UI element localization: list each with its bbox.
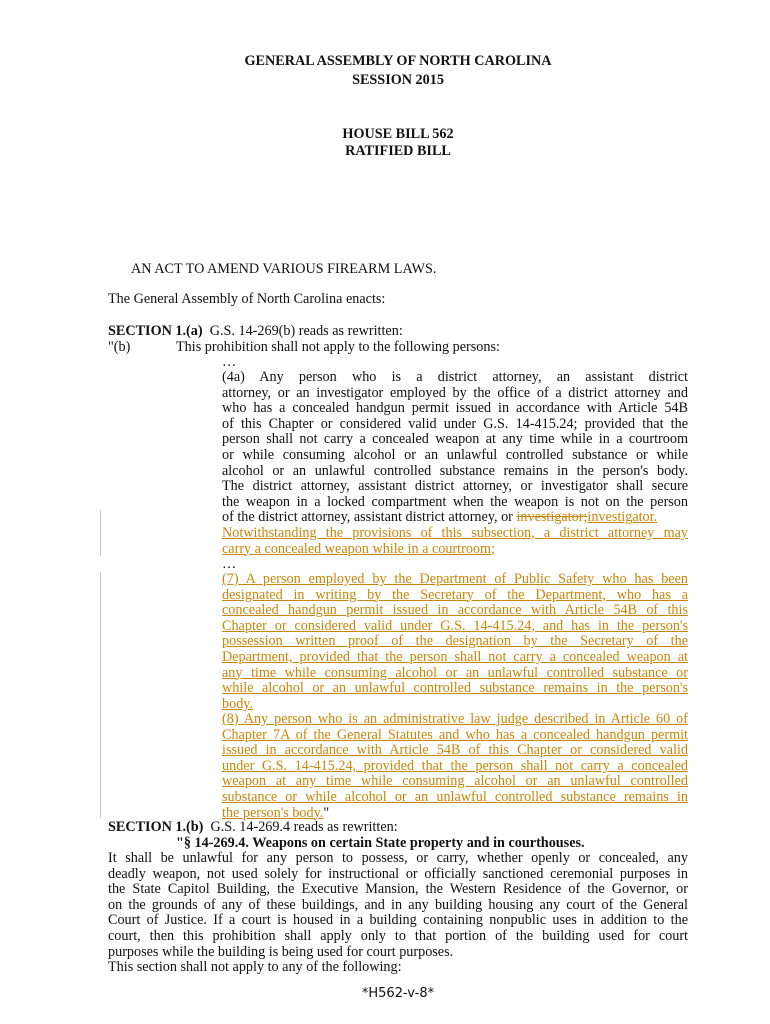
section-1b-text: G.S. 14-269.4 reads as rewritten: (210, 819, 398, 835)
statute-heading: "§ 14-269.4. Weapons on certain State property and in courthouses. (176, 835, 585, 851)
item-4a-line: the weapon in a locked compartment when the weapon is not on the person (222, 494, 688, 510)
bill-number: HOUSE BILL 562 (342, 126, 454, 142)
item-7 (222, 572, 688, 712)
item-4a-inserted-line: carry a concealed weapon while in a courtroom; (222, 541, 495, 557)
statute-line: the State Capitol Building, the Executive Mansion, the Western Residence of the Governor, or (108, 882, 688, 898)
item-4a (222, 370, 688, 557)
statute-line: deadly weapon, not used solely for instructional or officially sanctioned ceremonial purposes in (108, 866, 688, 882)
section-1b-label: SECTION 1.(b) (108, 819, 204, 835)
statute-line: on the grounds of any of these buildings, and in any building housing any court of the General (108, 897, 688, 913)
enacting-clause: The General Assembly of North Carolina enacts: (108, 291, 386, 307)
act-title: AN ACT TO AMEND VARIOUS FIREARM LAWS. (131, 261, 437, 277)
ellipsis-1: … (222, 354, 237, 370)
item-8-line: substance or while alcohol or an unlawful controlled substance remains in (222, 789, 688, 805)
item-4a-line: (4a) Any person who is a district attorney, an assistant district (222, 370, 688, 385)
statute-last-line: This section shall not apply to any of the following: (108, 960, 402, 976)
item-7-line: (7) A person employed by the Department of Public Safety who has been (222, 572, 688, 587)
item-8-line: (8) Any person who is an administrative law judge described in Article 60 of (222, 712, 688, 727)
item-4a-line: of this Chapter or considered valid under G.S. 14-415.24; provided that the (222, 416, 688, 432)
item-4a-plain-text: of the district attorney, assistant district attorney, or (222, 510, 517, 526)
inserted-text: investigator. (587, 510, 658, 526)
item-8-line: under G.S. 14-415.24, provided that the person shall not carry a concealed (222, 758, 688, 774)
item-8-line: weapon at any time while consuming alcohol or an unlawful controlled (222, 774, 688, 790)
item-4a-line: alcohol or an unlawful controlled substance remains in the person's body. (222, 463, 688, 479)
item-4a-amended-line (222, 510, 688, 526)
session-heading: SESSION 2015 (352, 72, 444, 88)
item-7-line: body. (222, 696, 253, 712)
assembly-heading: GENERAL ASSEMBLY OF NORTH CAROLINA (244, 53, 552, 69)
deleted-text: investigator; (516, 510, 588, 526)
statute-line: Court of Justice. If a court is housed in a building containing nonpublic uses in addition to the (108, 913, 688, 929)
section-1b-line (108, 820, 398, 836)
item-7-line: Department, provided that the person shall not carry a concealed weapon at (222, 649, 688, 665)
item-4a-inserted-line: Notwithstanding the provisions of this subsection, a district attorney may (222, 525, 688, 541)
item-7-line: concealed handgun permit issued in accordance with Article 54B of this (222, 603, 688, 619)
ellipsis-2: … (222, 556, 237, 572)
document-footer-code: *H562-v-8* (361, 986, 435, 1001)
item-4a-line: or while consuming alcohol or an unlawful controlled substance or while (222, 447, 688, 463)
statute-line: It shall be unlawful for any person to possess, or carry, whether openly or concealed, any (108, 851, 688, 866)
item-4a-line: person shall not carry a concealed weapon at any time while in a courtroom (222, 432, 688, 448)
item-4a-line: attorney, or an investigator employed by the office of a district attorney and (222, 385, 688, 401)
section-1a-line (108, 324, 403, 340)
section-1a-label: SECTION 1.(a) (108, 323, 203, 339)
change-bar (100, 510, 101, 556)
item-7-line: while alcohol or an unlawful controlled substance remains in the person's (222, 681, 688, 697)
subsection-b-label: "(b) (108, 339, 131, 355)
item-7-line: Chapter or considered valid under G.S. 14-415.24, and has in the person's (222, 618, 688, 634)
item-4a-line: The district attorney, assistant district attorney, or investigator shall secure (222, 479, 688, 495)
closing-quote: " (323, 805, 330, 821)
inserted-text: the person's body. (222, 805, 324, 821)
item-7-line: designated in writing by the Secretary of the Department, who has a (222, 587, 688, 603)
change-bar (100, 572, 101, 818)
item-8-line: issued in accordance with Article 54B of this Chapter or considered valid (222, 743, 688, 759)
item-7-line: possession written proof of the designation by the Secretary of the (222, 634, 688, 650)
statute-line: purposes while the building is being used for court purposes. (108, 944, 454, 960)
item-7-line: any time while consuming alcohol or an unlawful controlled substance or (222, 665, 688, 681)
bill-status: RATIFIED BILL (345, 143, 451, 159)
item-8 (222, 712, 688, 821)
item-8-line: Chapter 7A of the General Statutes and who has a concealed handgun permit (222, 727, 688, 743)
statute-line: court, then this prohibition shall apply only to that portion of the building used for court (108, 928, 688, 944)
item-4a-line: who has a concealed handgun permit issued in accordance with Article 54B (222, 401, 688, 417)
statute-body (108, 851, 688, 976)
section-1a-text: G.S. 14-269(b) reads as rewritten: (209, 323, 403, 339)
subsection-b-text: This prohibition shall not apply to the following persons: (176, 339, 500, 355)
